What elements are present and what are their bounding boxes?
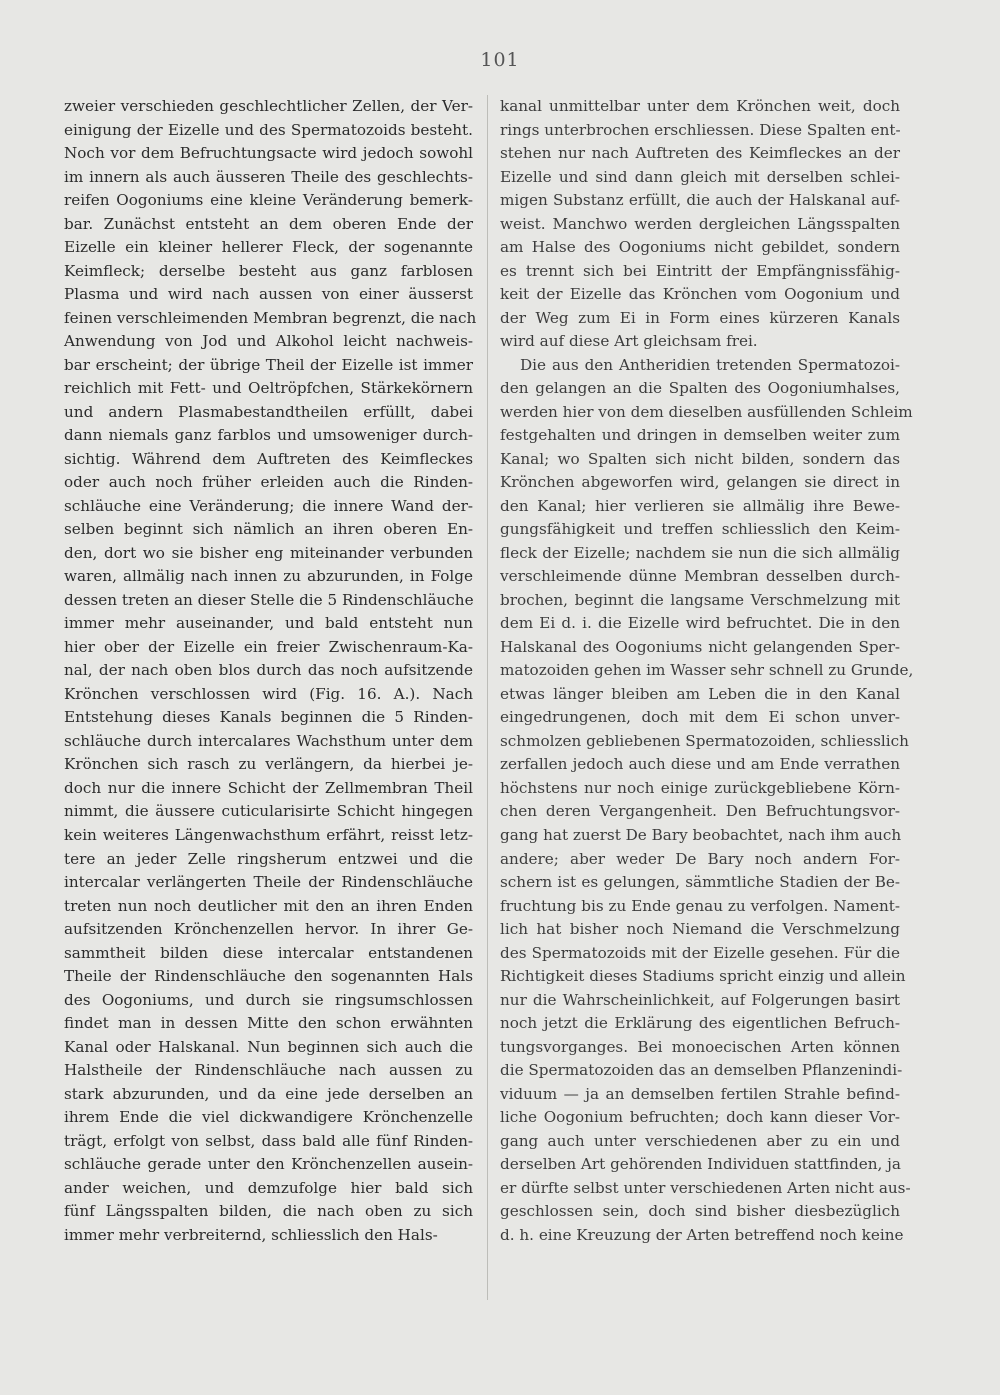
text-line: doch nur die innere Schicht der Zellmembran Theil <box>64 778 473 797</box>
text-line: einigung der Eizelle und des Spermatozoids besteht. <box>64 120 473 139</box>
text-line: dessen treten an dieser Stelle die 5 Rindenschläuche <box>64 590 474 609</box>
text-line: Noch vor dem Befruchtungsacte wird jedoch sowohl <box>64 144 473 163</box>
text-line: selben beginnt sich nämlich an ihren oberen En- <box>64 520 473 539</box>
text-line: fruchtung bis zu Ende genau zu verfolgen. Nament- <box>500 896 900 915</box>
text-line: Krönchen abgeworfen wird, gelangen sie direct in <box>500 473 900 492</box>
text-line: zerfallen jedoch auch diese und am Ende verrathen <box>500 755 900 774</box>
text-line: feinen verschleimenden Membran begrenzt, die nach <box>64 308 477 327</box>
text-line: Halskanal des Oogoniums nicht gelangenden Sper- <box>500 637 900 656</box>
text-line: Anwendung von Jod und Alkohol leicht nachweis- <box>64 332 473 351</box>
text-line: rings unterbrochen erschliessen. Diese Spalten ent- <box>500 120 901 139</box>
text-line: eingedrungenen, doch mit dem Ei schon unver- <box>500 708 900 727</box>
text-line: brochen, beginnt die langsame Verschmelzung mit <box>500 590 900 609</box>
text-line: dem Ei d. i. die Eizelle wird befruchtet. Die in den <box>500 614 900 633</box>
text-line: den Kanal; hier verlieren sie allmälig ihre Bewe- <box>500 496 900 515</box>
text-line: der Weg zum Ei in Form eines kürzeren Kanals <box>500 308 900 327</box>
text-line: etwas länger bleiben am Leben die in den Kanal <box>500 684 900 703</box>
text-line: und andern Plasmabestandtheilen erfüllt, dabei <box>64 402 473 421</box>
text-line: fleck der Eizelle; nachdem sie nun die sich allmälig <box>500 543 900 562</box>
page-number: 101 <box>480 49 520 71</box>
text-line: fünf Längsspalten bilden, die nach oben zu sich <box>64 1202 473 1221</box>
text-line: kanal unmittelbar unter dem Krönchen weit, doch <box>500 97 900 115</box>
text-line: gang hat zuerst De Bary beobachtet, nach ihm auch <box>500 825 902 844</box>
text-line: sichtig. Während dem Auftreten des Keimfleckes <box>64 449 473 468</box>
text-line: Eizelle und sind dann gleich mit derselben schlei- <box>500 167 900 186</box>
text-line: ander weichen, und demzufolge hier bald sich <box>64 1178 473 1197</box>
text-line: des Spermatozoids mit der Eizelle gesehen. Für die <box>500 943 900 962</box>
text-line: schmolzen gebliebenen Spermatozoiden, schliesslich <box>500 731 909 750</box>
text-line: viduum — ja an demselben fertilen Strahle befind- <box>500 1084 900 1103</box>
text-line: kein weiteres Längenwachsthum erfährt, reisst letz- <box>64 825 473 844</box>
column-divider <box>487 95 488 1300</box>
text-line: tere an jeder Zelle ringsherum entzwei und die <box>64 849 473 868</box>
text-line: die Spermatozoiden das an demselben Pflanzenindi- <box>500 1061 903 1080</box>
text-line: liche Oogonium befruchten; doch kann dieser Vor- <box>500 1108 900 1127</box>
text-line: waren, allmälig nach innen zu abzurunden, in Folge <box>64 567 473 586</box>
text-line: nur die Wahrscheinlichkeit, auf Folgerungen basirt <box>500 990 900 1009</box>
text-line: Die aus den Antheridien tretenden Spermatozoi- <box>520 355 900 374</box>
text-line: reichlich mit Fett- und Oeltröpfchen, Stärkekörnern <box>64 379 473 398</box>
text-line: andere; aber weder De Bary noch andern For- <box>500 849 900 868</box>
text-line: dann niemals ganz farblos und umsoweniger durch- <box>64 426 473 445</box>
text-line: weist. Manchwo werden dergleichen Längsspalten <box>500 214 900 233</box>
text-line: d. h. eine Kreuzung der Arten betreffend noch keine <box>500 1225 904 1244</box>
text-line: treten nun noch deutlicher mit den an ihren Enden <box>64 896 473 915</box>
text-line: schläuche durch intercalares Wachsthum unter dem <box>64 731 473 750</box>
text-line: sammtheit bilden diese intercalar entstandenen <box>64 943 473 962</box>
text-line: derselben Art gehörenden Individuen stattfinden, ja <box>500 1155 901 1174</box>
text-line: werden hier von dem dieselben ausfüllenden Schleim <box>500 402 913 421</box>
text-line: bar erscheint; der übrige Theil der Eizelle ist immer <box>64 355 473 374</box>
right-text-column <box>500 95 914 1247</box>
text-line: wird auf diese Art gleichsam frei. <box>500 332 758 351</box>
text-line: chen deren Vergangenheit. Den Befruchtungsvor- <box>500 802 900 821</box>
text-line: am Halse des Oogoniums nicht gebildet, sondern <box>500 238 900 257</box>
text-line: Plasma und wird nach aussen von einer äusserst <box>64 285 473 304</box>
text-line: migen Substanz erfüllt, die auch der Halskanal auf- <box>500 191 900 210</box>
text-line: Keimfleck; derselbe besteht aus ganz farblosen <box>64 261 473 280</box>
text-line: bar. Zunächst entsteht an dem oberen Ende der <box>64 214 473 233</box>
text-line: festgehalten und dringen in demselben weiter zum <box>500 426 900 445</box>
text-line: gungsfähigkeit und treffen schliesslich den Keim- <box>500 520 900 539</box>
text-line: geschlossen sein, doch sind bisher diesbezüglich <box>500 1202 900 1221</box>
text-line: nimmt, die äussere cuticularisirte Schicht hingegen <box>64 802 473 821</box>
text-line: lich hat bisher noch Niemand die Verschmelzung <box>500 920 900 939</box>
left-text-column <box>64 95 477 1247</box>
text-line: keit der Eizelle das Krönchen vom Oogonium und <box>500 285 900 304</box>
text-line: Theile der Rindenschläuche den sogenannten Hals <box>64 967 473 986</box>
text-line: zweier verschieden geschlechtlicher Zellen, der Ver- <box>64 97 473 115</box>
text-line: den, dort wo sie bisher eng miteinander verbunden <box>64 543 473 562</box>
text-line: höchstens nur noch einige zurückgebliebene Körn- <box>500 778 900 797</box>
text-line: hier ober der Eizelle ein freier Zwischenraum-Ka- <box>64 637 473 656</box>
text-line: verschleimende dünne Membran desselben durch- <box>500 567 900 586</box>
text-line: im innern als auch äusseren Theile des geschlechts- <box>64 167 473 186</box>
text-line: Krönchen verschlossen wird (Fig. 16. A.). Nach <box>64 684 473 703</box>
text-line: Kanal; wo Spalten sich nicht bilden, sondern das <box>500 449 900 468</box>
text-line: immer mehr auseinander, und bald entsteht nun <box>64 614 473 633</box>
text-line: Halstheile der Rindenschläuche nach aussen zu <box>64 1061 473 1080</box>
text-line: immer mehr verbreiternd, schliesslich den Hals- <box>64 1225 438 1244</box>
text-line: Kanal oder Halskanal. Nun beginnen sich auch die <box>64 1037 473 1056</box>
text-line: oder auch noch früher erleiden auch die Rinden- <box>64 473 473 492</box>
text-line: ihrem Ende die viel dickwandigere Krönchenzelle <box>64 1108 473 1127</box>
text-line: Eizelle ein kleiner hellerer Fleck, der sogenannte <box>64 238 473 257</box>
text-line: aufsitzenden Krönchenzellen hervor. In ihrer Ge- <box>64 920 473 939</box>
text-line: den gelangen an die Spalten des Oogoniumhalses, <box>500 379 900 398</box>
text-line: matozoiden gehen im Wasser sehr schnell zu Grunde, <box>500 661 914 680</box>
text-line: tungsvorganges. Bei monoecischen Arten können <box>500 1037 900 1056</box>
text-line: Entstehung dieses Kanals beginnen die 5 Rinden- <box>64 708 473 727</box>
text-line: noch jetzt die Erklärung des eigentlichen Befruch- <box>500 1014 900 1033</box>
text-line: schläuche eine Veränderung; die innere Wand der- <box>64 496 473 515</box>
text-line: stehen nur nach Auftreten des Keimfleckes an der <box>500 144 900 163</box>
text-line: er dürfte selbst unter verschiedenen Arten nicht aus- <box>500 1178 911 1197</box>
text-line: intercalar verlängerten Theile der Rindenschläuche <box>64 873 473 892</box>
text-line: trägt, erfolgt von selbst, dass bald alle fünf Rinden- <box>64 1131 473 1150</box>
text-line: Richtigkeit dieses Stadiums spricht einzig und allein <box>500 967 906 986</box>
text-line: des Oogoniums, und durch sie ringsumschlossen <box>64 990 473 1009</box>
text-line: nal, der nach oben blos durch das noch aufsitzende <box>64 661 473 680</box>
text-line: findet man in dessen Mitte den schon erwähnten <box>64 1014 473 1033</box>
text-line: es trennt sich bei Eintritt der Empfängnissfähig- <box>500 261 900 280</box>
text-line: stark abzurunden, und da eine jede derselben an <box>64 1084 473 1103</box>
text-line: schern ist es gelungen, sämmtliche Stadien der Be- <box>500 873 900 892</box>
text-line: reifen Oogoniums eine kleine Veränderung bemerk- <box>64 191 473 210</box>
text-line: Krönchen sich rasch zu verlängern, da hierbei je- <box>64 755 473 774</box>
text-line: schläuche gerade unter den Krönchenzellen ausein- <box>64 1155 473 1174</box>
text-line: gang auch unter verschiedenen aber zu ein und <box>500 1131 900 1150</box>
